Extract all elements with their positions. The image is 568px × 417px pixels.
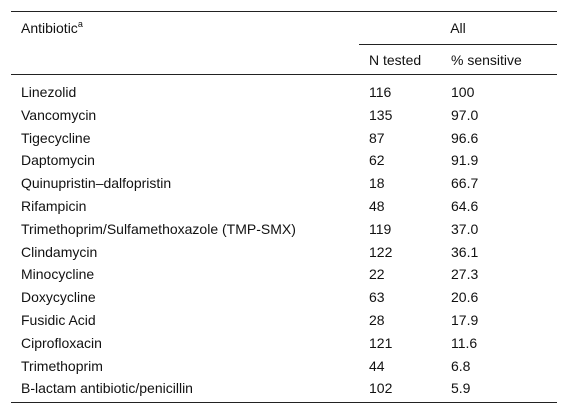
antibiotic-name-cell: Doxycycline — [21, 289, 96, 306]
table-row — [11, 195, 557, 218]
table-row — [11, 127, 557, 150]
pct-sensitive-column-header: % sensitive — [441, 45, 557, 75]
antibiotic-name-cell: Quinupristin–dalfopristin — [21, 175, 172, 192]
antibiotic-header-label: Antibiotic — [21, 20, 78, 37]
n-tested-cell: 18 — [369, 175, 385, 192]
antibiotic-name-cell: Rifampicin — [21, 197, 87, 214]
table-row — [11, 263, 557, 286]
table-row — [11, 241, 557, 264]
header-row-columns — [11, 45, 557, 75]
pct-sensitive-cell: 5.9 — [441, 377, 557, 402]
group-header-all: All — [359, 12, 557, 45]
antibiotic-header-footnote-marker: a — [77, 19, 83, 30]
pct-sensitive-cell: 66.7 — [451, 175, 479, 192]
n-tested-column-header: N tested — [359, 45, 441, 75]
table-header — [11, 12, 557, 75]
n-tested-cell: 62 — [369, 152, 385, 169]
n-tested-cell: 122 — [369, 243, 393, 260]
table-row — [11, 104, 557, 127]
pct-sensitive-cell: 11.6 — [451, 334, 478, 351]
antibiotic-name-cell: Daptomycin — [21, 152, 95, 169]
antibiotic-name-cell: B-lactam antibiotic/penicillin — [11, 377, 359, 402]
pct-sensitive-cell: 37.0 — [451, 220, 479, 237]
antibiotic-name-cell: Vancomycin — [21, 106, 97, 123]
n-tested-cell: 44 — [369, 357, 385, 374]
n-tested-cell: 102 — [359, 377, 441, 402]
n-tested-cell: 87 — [369, 129, 385, 146]
pct-sensitive-cell: 64.6 — [451, 197, 479, 214]
n-tested-cell: 121 — [369, 334, 393, 351]
antibiotic-name-cell: Trimethoprim — [21, 357, 103, 374]
pct-sensitive-cell: 17.9 — [451, 311, 479, 328]
antibiotic-name-cell: Clindamycin — [21, 243, 98, 260]
antibiotic-column-header — [11, 12, 359, 45]
n-tested-cell: 135 — [369, 106, 393, 123]
antibiotic-name-cell: Ciprofloxacin — [21, 334, 102, 351]
antibiotic-name-cell: Minocycline — [21, 266, 95, 283]
n-tested-cell: 28 — [369, 311, 385, 328]
table-row — [11, 309, 557, 332]
table-row — [11, 286, 557, 309]
table-row — [11, 75, 557, 104]
n-tested-cell: 119 — [369, 220, 392, 237]
pct-sensitive-cell: 27.3 — [451, 266, 479, 283]
header-spacer — [11, 45, 359, 75]
table-row — [11, 218, 557, 241]
pct-sensitive-cell: 20.6 — [451, 289, 479, 306]
table-body — [11, 75, 557, 403]
pct-sensitive-cell: 36.1 — [451, 243, 479, 260]
n-tested-cell: 116 — [369, 84, 392, 100]
antibiotic-name-cell: Trimethoprim/Sulfamethoxazole (TMP-SMX) — [21, 220, 296, 237]
table-row — [11, 172, 557, 195]
pct-sensitive-cell: 96.6 — [451, 129, 479, 146]
pct-sensitive-cell: 6.8 — [451, 357, 471, 374]
table-row — [11, 355, 557, 378]
table-row — [11, 149, 557, 172]
n-tested-cell: 48 — [369, 197, 385, 214]
pct-sensitive-cell: 100 — [451, 84, 475, 100]
antibiotic-name-cell: Fusidic Acid — [21, 311, 96, 328]
pct-sensitive-cell: 97.0 — [451, 106, 479, 123]
antibiotic-name-cell: Tigecycline — [21, 129, 91, 146]
antibiotic-name-cell: Linezolid — [21, 84, 77, 100]
table-row — [11, 377, 557, 402]
header-row-group — [11, 12, 557, 45]
n-tested-cell: 63 — [369, 289, 385, 306]
pct-sensitive-cell: 91.9 — [451, 152, 479, 169]
n-tested-cell: 22 — [369, 266, 385, 283]
antibiotic-susceptibility-table — [11, 11, 557, 403]
table-row — [11, 332, 557, 355]
